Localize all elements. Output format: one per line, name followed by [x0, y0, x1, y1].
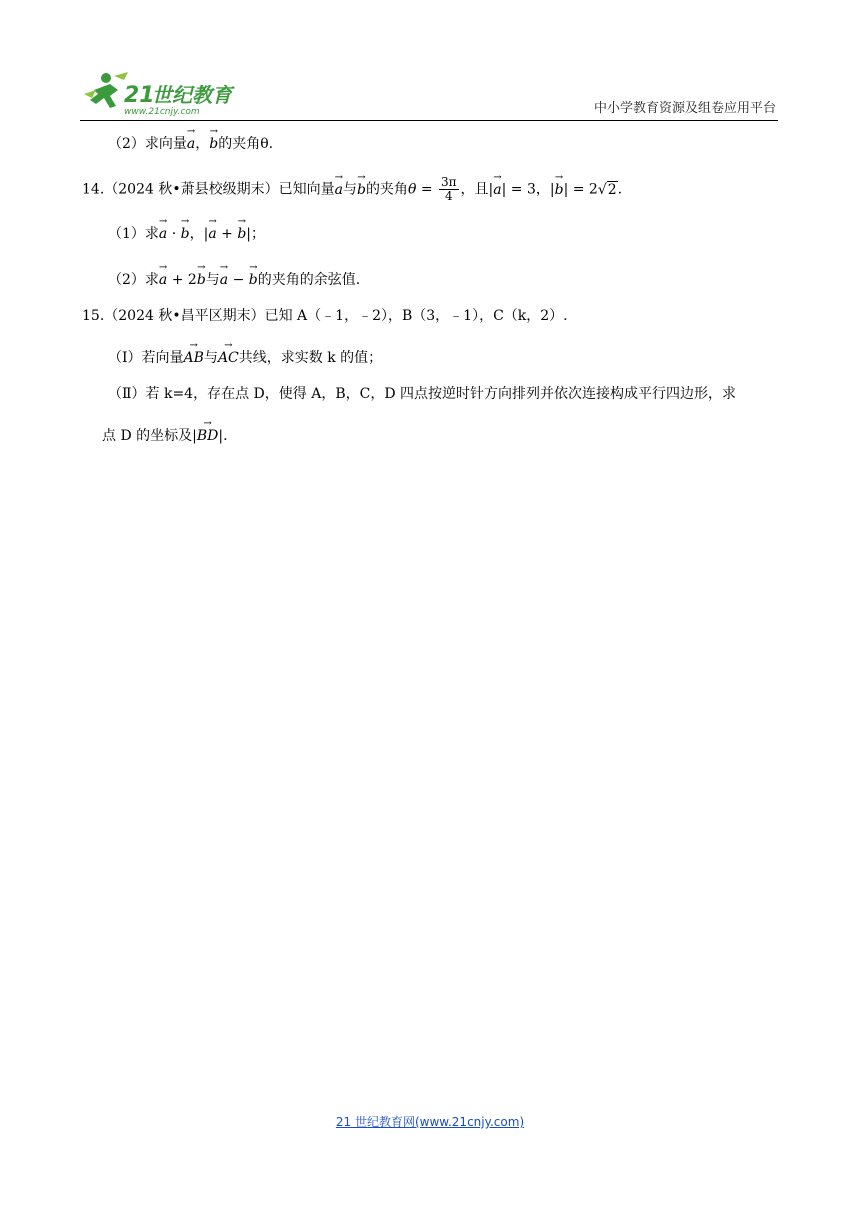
footer-site-link[interactable]: 21 世纪教育网(www.21cnjy.com)	[335, 1115, 525, 1129]
vector-a: → a	[208, 224, 216, 244]
svg-text:www.21cnjy.com: www.21cnjy.com	[124, 107, 200, 116]
vector-BD: → BD	[197, 426, 219, 446]
page-header	[80, 64, 778, 121]
vector-b: → b	[357, 180, 366, 200]
logo	[80, 68, 260, 116]
vector-AC: → AC	[218, 348, 239, 368]
q15-stem: 15.（2024 秋•昌平区期末）已知 A（﹣1，﹣2），B（3，﹣1），C（k，2）.	[82, 308, 568, 324]
q15-part2-line1: （Ⅱ）若 k=4，存在点 D，使得 A，B，C，D 四点按逆时针方向排列并依次连接构成平行四边形，求	[108, 386, 736, 402]
vector-a: → a	[159, 270, 167, 290]
vector-a: → a	[335, 180, 343, 200]
vector-a: → a	[159, 224, 167, 244]
fraction-3pi-over-4: $\frac{3\pi}{4}$	[441, 175, 457, 203]
sqrt-2: √2	[597, 181, 617, 198]
logo-graphic	[80, 68, 260, 116]
header-platform-text: 中小学教育资源及组卷应用平台	[593, 101, 776, 116]
q15-part2-line2: 点 D 的坐标及|→ BD|.	[102, 426, 228, 446]
page-footer	[0, 1113, 860, 1130]
q13-part2: （2）求向量→ a，→ b的夹角θ.	[108, 134, 273, 154]
svg-text:世纪教育: 世纪教育	[152, 83, 232, 107]
q14-stem: 14.（2024 秋•萧县校级期末）已知向量→ a与→ b的夹角θ = $\frac{3\pi}{4}$ ，且|→ a| = 3，|→ b| = 2√2.	[82, 176, 622, 203]
vector-b: → b	[237, 224, 246, 244]
q14-part1: （1）求→ a · → b，|→ a + → b|；	[108, 224, 265, 244]
q15-part1: （Ⅰ）若向量→ AB与→ AC共线，求实数 k 的值；	[108, 348, 382, 368]
vector-AB: → AB	[184, 348, 204, 368]
vector-b: → b	[181, 224, 190, 244]
svg-text:21: 21	[124, 83, 155, 108]
vector-b: → b	[209, 134, 218, 154]
vector-a: → a	[187, 134, 195, 154]
vector-b: → b	[555, 180, 564, 200]
vector-a: → a	[493, 180, 501, 200]
vector-b: → b	[249, 270, 258, 290]
vector-a: → a	[220, 270, 228, 290]
vector-b: → b	[197, 270, 206, 290]
q14-part2: （2）求→ a + 2→ b与→ a − → b的夹角的余弦值.	[108, 270, 360, 290]
